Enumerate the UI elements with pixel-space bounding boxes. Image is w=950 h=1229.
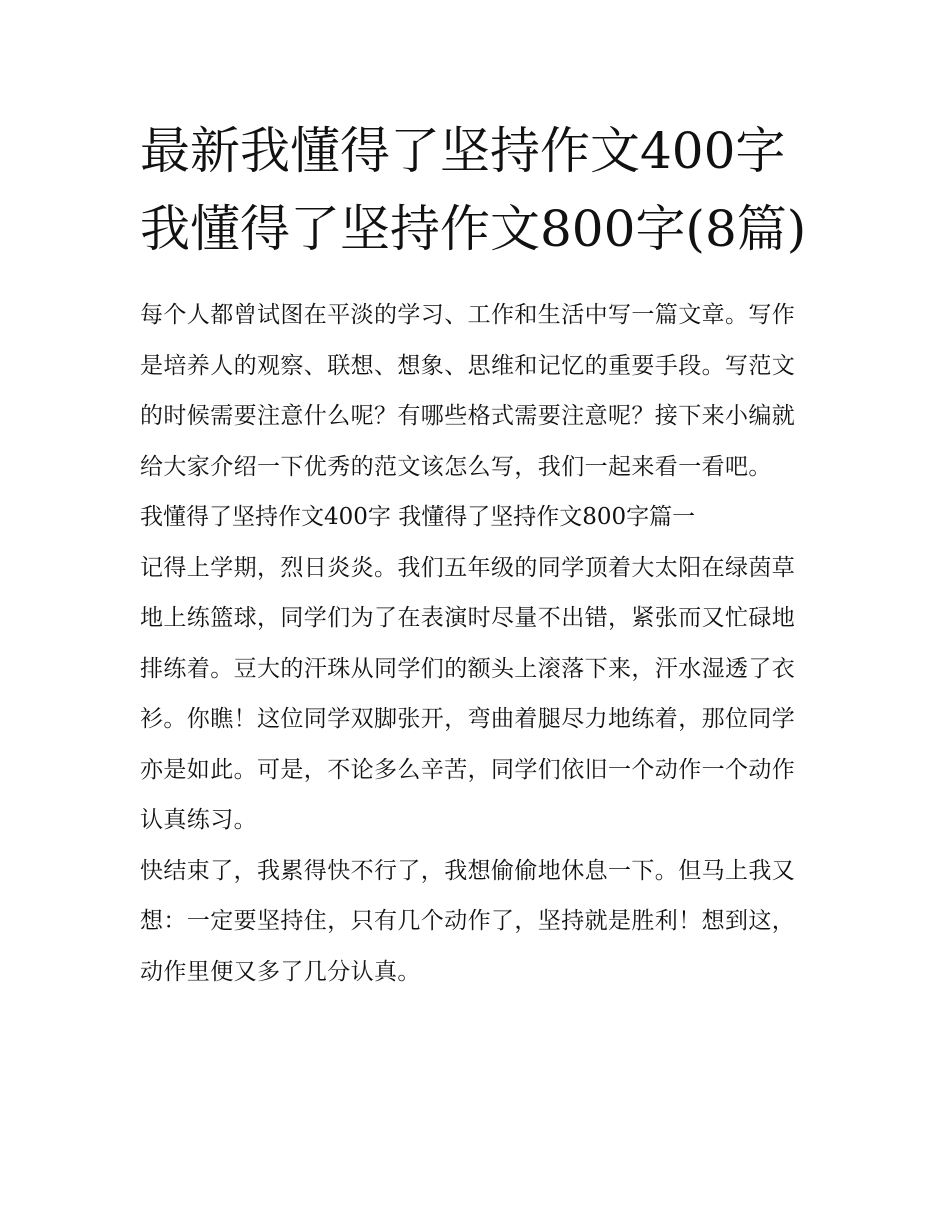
document-title: 最新我懂得了坚持作文400字我懂得了坚持作文800字(8篇) bbox=[140, 122, 807, 258]
body-paragraph-2: 快结束了，我累得快不行了，我想偷偷地休息一下。但马上我又想：一定要坚持住，只有几个动作了，坚持就是胜利！想到这，动作里便又多了几分认真。 bbox=[140, 857, 796, 985]
body-paragraph-1: 记得上学期，烈日炎炎。我们五年级的同学顶着大太阳在绿茵草地上练篮球，同学们为了在表演时尽量不出错，紧张而又忙碌地排练着。豆大的汗珠从同学们的额头上滚落下来，汗水湿透了衣衫。你瞧！这位同学双脚张开，弯曲着腿尽力地练着，那位同学亦是如此。可是，不论多么辛苦，同学们依旧一个动作一个动作认真练习。 bbox=[140, 554, 796, 833]
document-page bbox=[140, 112, 812, 997]
section-heading: 我懂得了坚持作文400字 我懂得了坚持作文800字篇一 bbox=[140, 504, 696, 530]
intro-paragraph: 每个人都曾试图在平淡的学习、工作和生活中写一篇文章。写作是培养人的观察、联想、想象、思维和记忆的重要手段。写范文的时候需要注意什么呢？有哪些格式需要注意呢？接下来小编就给大家介绍一下优秀的范文该怎么写，我们一起来看一看吧。 bbox=[140, 302, 796, 480]
